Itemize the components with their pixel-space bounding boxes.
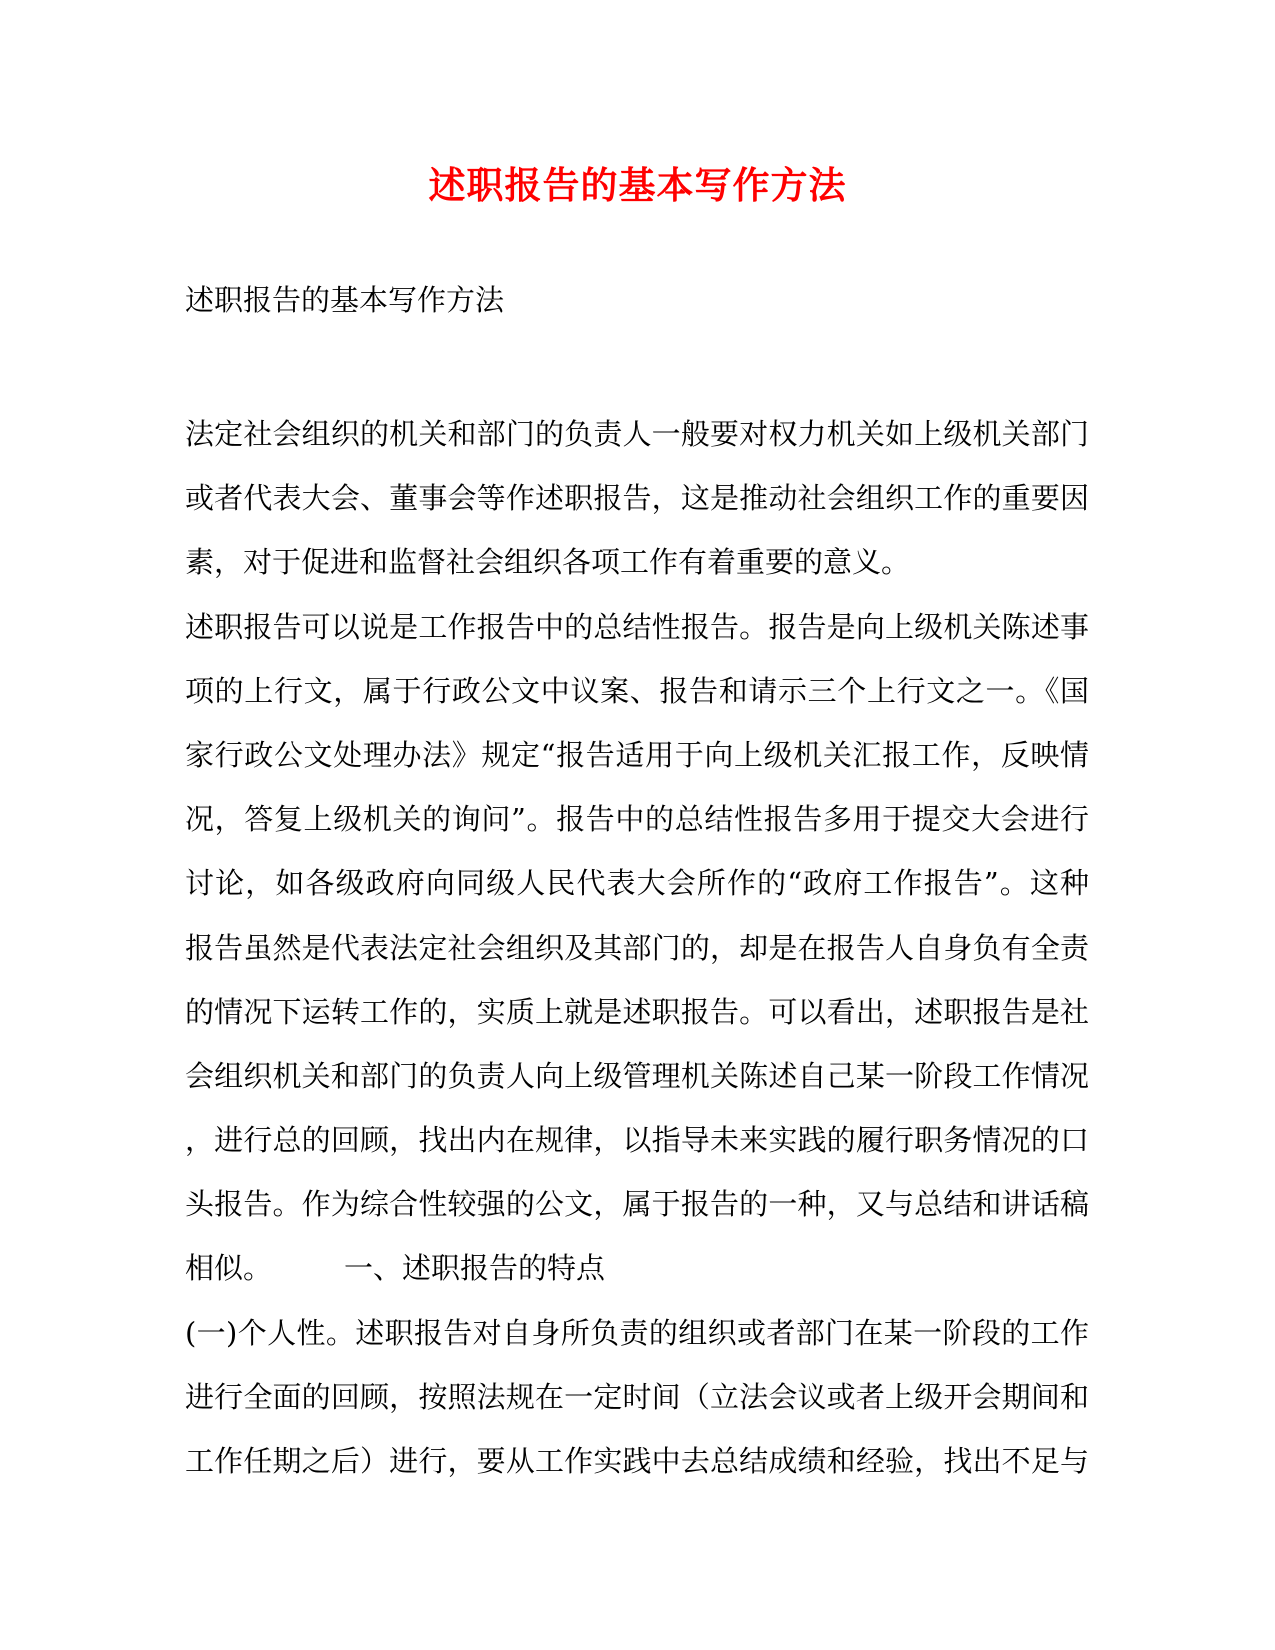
text-fragment: 相似。 bbox=[185, 1251, 273, 1286]
document-subtitle: 述职报告的基本写作方法 bbox=[185, 283, 505, 317]
text-line: 家行政公文处理办法》规定“报告适用于向上级机关汇报工作，反映情 bbox=[185, 737, 1089, 772]
text-line: ，进行总的回顾，找出内在规律，以指导未来实践的履行职务情况的口 bbox=[185, 1123, 1089, 1158]
body-text bbox=[185, 402, 1089, 1493]
text-line: (一)个人性。述职报告对自身所负责的组织或者部门在某一阶段的工作 bbox=[185, 1315, 1089, 1350]
text-line: 进行全面的回顾，按照法规在一定时间（立法会议或者上级开会期间和 bbox=[185, 1379, 1089, 1414]
text-line: 报告虽然是代表法定社会组织及其部门的，却是在报告人自身负有全责 bbox=[185, 930, 1089, 965]
text-line: 工作任期之后）进行，要从工作实践中去总结成绩和经验，找出不足与 bbox=[185, 1444, 1089, 1478]
text-line: 素，对于促进和监督社会组织各项工作有着重要的意义。 bbox=[185, 545, 911, 580]
text-line: 的情况下运转工作的，实质上就是述职报告。可以看出，述职报告是社 bbox=[185, 994, 1089, 1029]
text-line: 头报告。作为综合性较强的公文，属于报告的一种，又与总结和讲话稿 bbox=[185, 1187, 1089, 1222]
text-line-mixed bbox=[185, 1236, 1089, 1300]
text-line: 项的上行文，属于行政公文中议案、报告和请示三个上行文之一。《国 bbox=[185, 673, 1089, 708]
section-heading: 一、述职报告的特点 bbox=[344, 1251, 606, 1286]
text-line: 或者代表大会、董事会等作述职报告，这是推动社会组织工作的重要因 bbox=[185, 481, 1089, 516]
text-line: 况，答复上级机关的询问”。报告中的总结性报告多用于提交大会进行 bbox=[185, 802, 1089, 837]
text-line: 述职报告可以说是工作报告中的总结性报告。报告是向上级机关陈述事 bbox=[185, 609, 1089, 644]
text-line: 会组织机关和部门的负责人向上级管理机关陈述自己某一阶段工作情况 bbox=[185, 1058, 1089, 1093]
document-title: 述职报告的基本写作方法 bbox=[428, 163, 847, 207]
text-line: 法定社会组织的机关和部门的负责人一般要对权力机关如上级机关部门 bbox=[185, 417, 1089, 451]
text-line: 讨论，如各级政府向同级人民代表大会所作的“政府工作报告”。这种 bbox=[185, 866, 1089, 901]
